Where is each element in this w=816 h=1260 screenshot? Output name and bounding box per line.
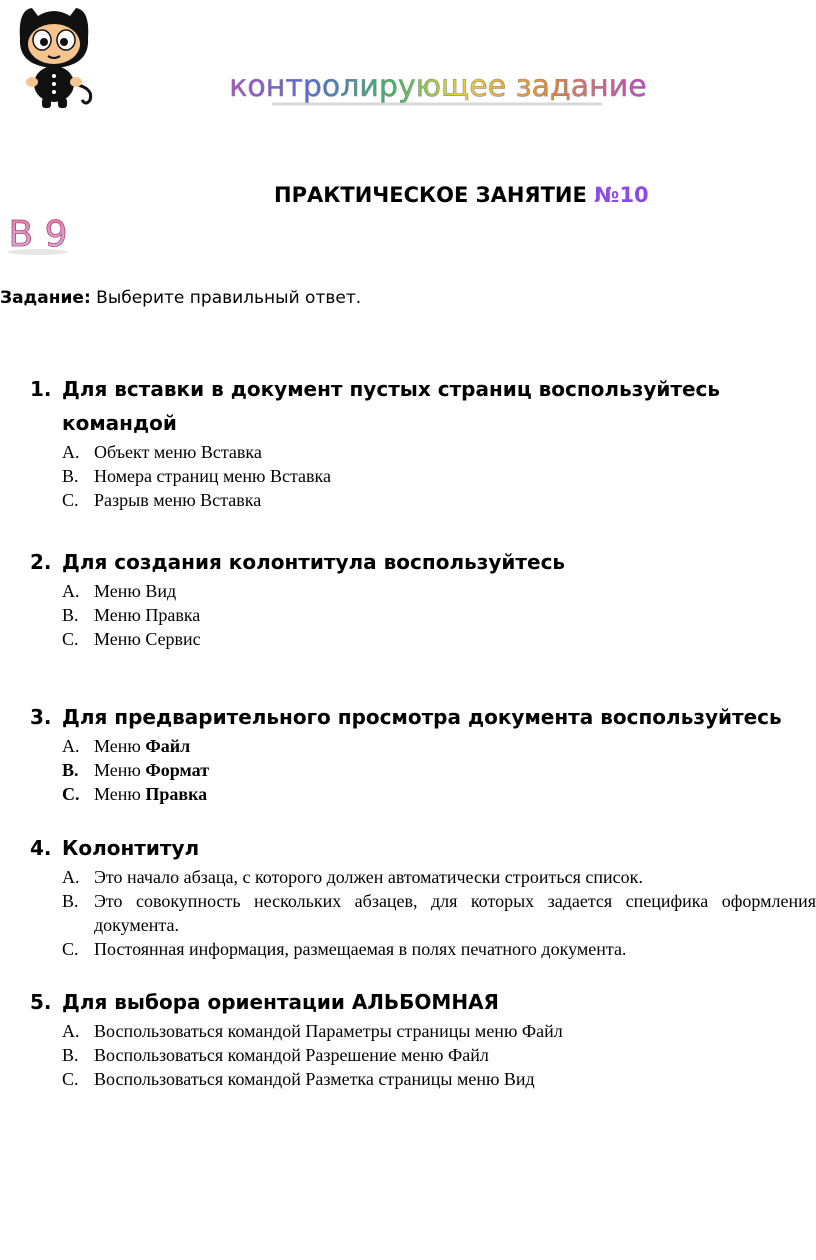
question-title: [30, 372, 816, 440]
option-text: [94, 782, 816, 806]
option-text: Меню Вид: [94, 581, 177, 601]
variant-badge: [2, 208, 74, 258]
answer-option: [62, 440, 816, 464]
question-number: 1.: [30, 377, 52, 401]
page-title-number: №10: [594, 183, 649, 207]
option-letter: B.: [62, 760, 79, 780]
task-text: Выберите правильный ответ.: [90, 288, 362, 308]
option-text: Меню Правка: [94, 605, 201, 625]
question-4: [30, 831, 816, 961]
option-prefix: Меню: [94, 784, 146, 804]
question-title: [30, 545, 816, 579]
question-title: [30, 831, 816, 865]
answer-option: [62, 1067, 816, 1091]
option-letter: B.: [62, 466, 79, 486]
question-1: [30, 372, 816, 512]
variant-badge-text: В 9: [8, 214, 68, 255]
option-letter: C.: [62, 1069, 79, 1089]
answer-option: [62, 937, 816, 961]
option-text: [94, 734, 816, 758]
option-letter: A.: [62, 581, 80, 601]
question-text: Для создания колонтитула воспользуйтесь: [62, 550, 566, 574]
question-3: [30, 700, 816, 806]
question-text: Колонтитул: [62, 836, 200, 860]
option-text: Это совокупность нескольких абзацев, для которых задается специфика оформления документа.: [94, 891, 816, 935]
answer-options: [30, 1019, 816, 1091]
answer-option: [62, 603, 816, 627]
question-text: Для вставки в документ пустых страниц воспользуйтесь командой: [62, 377, 721, 435]
option-text: Воспользоваться командой Параметры страницы меню Файл: [94, 1021, 563, 1041]
answer-option: [62, 865, 816, 889]
option-menu-name: Файл: [145, 736, 191, 756]
answer-option: [62, 464, 816, 488]
question-title: [30, 985, 816, 1019]
answer-option: [62, 1043, 816, 1067]
option-letter: C.: [62, 629, 79, 649]
page-title-text: ПРАКТИЧЕСКОЕ ЗАНЯТИЕ: [274, 183, 595, 207]
option-text: [94, 758, 816, 782]
wordart-heading: [229, 66, 647, 110]
question-number: 2.: [30, 550, 52, 574]
answer-option: [62, 488, 816, 512]
option-letter: C.: [62, 784, 80, 804]
question-title: [30, 700, 816, 734]
answer-option: [62, 782, 816, 806]
option-text: Меню Сервис: [94, 629, 201, 649]
question-5: [30, 985, 816, 1091]
answer-option: [62, 1019, 816, 1043]
option-text: Номера страниц меню Вставка: [94, 466, 331, 486]
option-letter: A.: [62, 867, 80, 887]
option-menu-name: Правка: [145, 784, 208, 804]
answer-option: [62, 734, 816, 758]
option-text: Это начало абзаца, с которого должен автоматически строиться список.: [94, 867, 643, 887]
answer-options: [30, 865, 816, 961]
option-prefix: Меню: [94, 760, 146, 780]
question-number: 3.: [30, 705, 52, 729]
option-letter: B.: [62, 605, 79, 625]
mascot-illustration: [12, 2, 102, 110]
option-letter: C.: [62, 939, 79, 959]
option-letter: C.: [62, 490, 79, 510]
option-text: Постоянная информация, размещаемая в полях печатного документа.: [94, 939, 627, 959]
question-text: Для предварительного просмотра документа воспользуйтесь: [62, 705, 782, 729]
option-prefix: Меню: [94, 736, 146, 756]
question-number: 4.: [30, 836, 52, 860]
answer-option: [62, 627, 816, 651]
question-number: 5.: [30, 990, 52, 1014]
option-letter: A.: [62, 1021, 80, 1041]
answer-option: [62, 579, 816, 603]
task-instruction: [0, 288, 361, 308]
option-text: Объект меню Вставка: [94, 442, 262, 462]
question-text: Для выбора ориентации АЛЬБОМНАЯ: [62, 990, 499, 1014]
wordart-text: контролирующее задание: [229, 69, 647, 104]
option-text: Воспользоваться командой Разметка страницы меню Вид: [94, 1069, 535, 1089]
question-2: [30, 545, 816, 651]
option-letter: B.: [62, 1045, 79, 1065]
option-text: Воспользоваться командой Разрешение меню Файл: [94, 1045, 489, 1065]
answer-options: [30, 440, 816, 512]
option-menu-name: Формат: [145, 760, 210, 780]
answer-option: [62, 889, 816, 937]
option-text: Разрыв меню Вставка: [94, 490, 262, 510]
answer-options: [30, 579, 816, 651]
option-letter: A.: [62, 442, 80, 462]
option-letter: B.: [62, 891, 79, 911]
answer-option: [62, 758, 816, 782]
option-letter: A.: [62, 736, 80, 756]
task-label: Задание:: [0, 288, 91, 308]
page-title: [274, 183, 649, 207]
answer-options: [30, 734, 816, 806]
